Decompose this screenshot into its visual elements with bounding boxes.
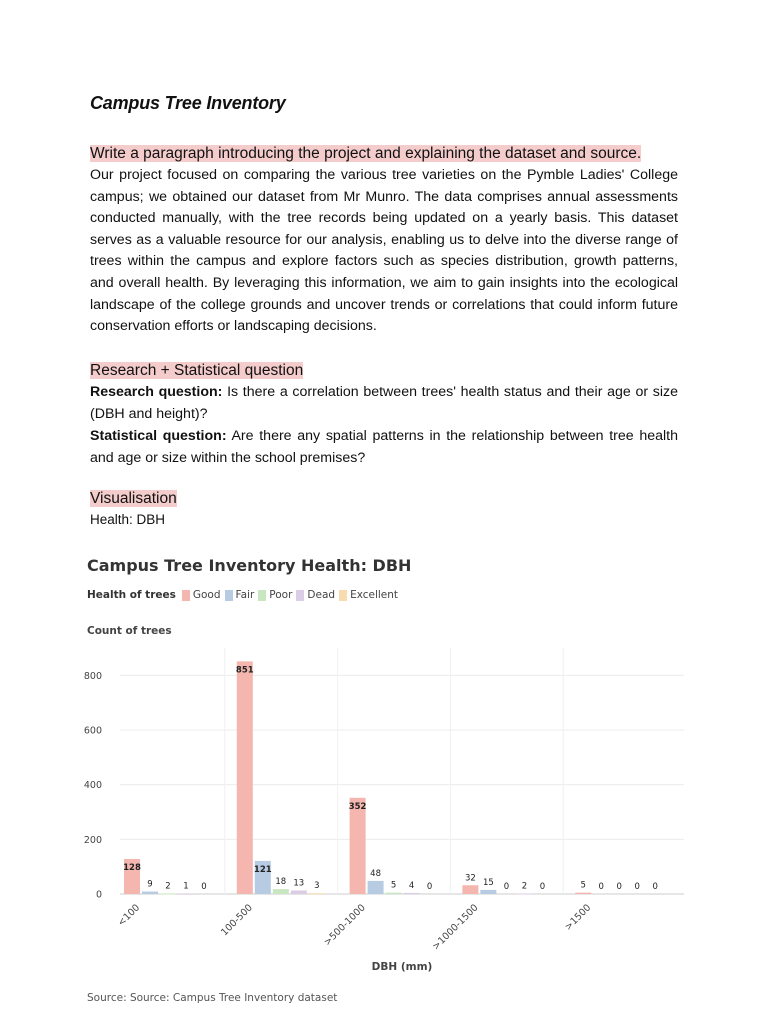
data-label: 3 (314, 881, 320, 892)
research-question-label: Research question: (90, 384, 223, 400)
bar-dead (291, 890, 307, 894)
bar-dead (516, 893, 532, 894)
intro-paragraph: Our project focused on comparing the various tree varieties on the Pymble Ladies' College campus; we obtained our dataset from Mr Munro. The data comprises annual assessments conducted manually, with the tree records being updated on a yearly basis. This dataset serves as a valuable resource for our analysis, enabling us to delve into the diverse range of trees within the campus and explore factors such as species distribution, growth patterns, and overall health. By leveraging this information, we aim to gain insights into the ecological landscape of the college grounds and uncover trends or correlations that could inform future conservation efforts or landscaping decisions. (90, 167, 678, 335)
bar-dead (178, 894, 194, 895)
document-title: Campus Tree Inventory (90, 93, 286, 113)
y-axis-title: Count of trees (87, 625, 172, 637)
data-label: 15 (482, 877, 494, 888)
x-tick-label: >1500 (562, 902, 594, 933)
y-tick-label: 400 (83, 780, 102, 792)
data-label: 5 (390, 880, 397, 891)
data-label: 4 (408, 880, 415, 891)
bar-good (575, 893, 591, 894)
bar-good (462, 885, 478, 894)
chart-title: Campus Tree Inventory Health: DBH (87, 556, 412, 575)
data-label: 18 (275, 877, 287, 888)
y-tick-label: 600 (83, 725, 102, 737)
x-tick-label: 100-500 (219, 902, 255, 939)
questions-prompt-text: Research + Statistical question (90, 362, 304, 379)
bar-good (237, 661, 253, 894)
legend-title: Health of trees (87, 589, 176, 601)
bar-poor (273, 889, 289, 894)
bar-dead (404, 893, 420, 894)
bar-fair (142, 892, 158, 894)
chart-container (82, 548, 686, 1016)
statistical-question (90, 426, 678, 469)
data-label: 851 (235, 665, 254, 676)
data-label: 2 (165, 881, 171, 892)
data-label: 13 (293, 878, 305, 889)
data-label: 2 (521, 881, 528, 892)
research-question-text: Is there a correlation between trees' health status and their age or size (DBH and height)? (90, 384, 678, 422)
bar-fair (480, 890, 496, 894)
bar-good (350, 798, 366, 894)
data-label: 0 (426, 882, 433, 892)
data-label: 0 (503, 882, 510, 892)
y-tick-label: 0 (95, 889, 102, 901)
x-tick-label: <100 (115, 902, 143, 929)
intro-prompt-text: Write a paragraph introducing the project and explaining the dataset and source. (90, 145, 642, 162)
y-tick-label: 800 (83, 670, 102, 682)
bar-fair (368, 881, 384, 894)
legend-label: Dead (307, 589, 336, 601)
x-tick-label: >500-1000 (321, 902, 368, 949)
legend-label: Good (192, 589, 221, 601)
bar-poor (160, 893, 176, 894)
data-label: 0 (539, 882, 546, 892)
bar-chart (82, 548, 686, 988)
data-label: 1 (183, 881, 189, 892)
visualisation-prompt-text: Visualisation (90, 490, 177, 507)
data-label: 9 (147, 879, 153, 890)
data-label: 0 (598, 882, 604, 892)
y-tick-label: 200 (83, 834, 102, 846)
visualisation-caption: Health: DBH (90, 512, 166, 527)
legend-label: Poor (269, 589, 293, 601)
x-axis-title: DBH (mm) (371, 961, 433, 973)
legend-label: Excellent (350, 589, 399, 601)
data-label: 0 (616, 882, 622, 892)
legend-label: Fair (235, 589, 255, 601)
data-label: 0 (201, 882, 207, 892)
data-label: 121 (253, 864, 272, 875)
bar-poor (386, 893, 402, 894)
data-label: 32 (464, 873, 476, 884)
statistical-question-label: Statistical question: (90, 428, 227, 444)
visualisation-prompt (90, 488, 177, 509)
data-label: 5 (580, 880, 586, 891)
data-label: 0 (634, 882, 640, 892)
chart-source: Source: Source: Campus Tree Inventory dataset (87, 992, 338, 1004)
data-label: 352 (348, 801, 367, 812)
research-question (90, 382, 678, 425)
data-label: 0 (652, 882, 658, 892)
data-label: 128 (123, 863, 141, 874)
data-label: 48 (370, 868, 382, 879)
x-tick-label: >1000-1500 (430, 902, 481, 953)
bar-excellent (309, 893, 325, 894)
statistical-question-text: Are there any spatial patterns in the relationship between tree health and age or size within the school premises? (90, 428, 678, 466)
questions-prompt (90, 360, 303, 381)
intro-prompt (90, 143, 641, 164)
